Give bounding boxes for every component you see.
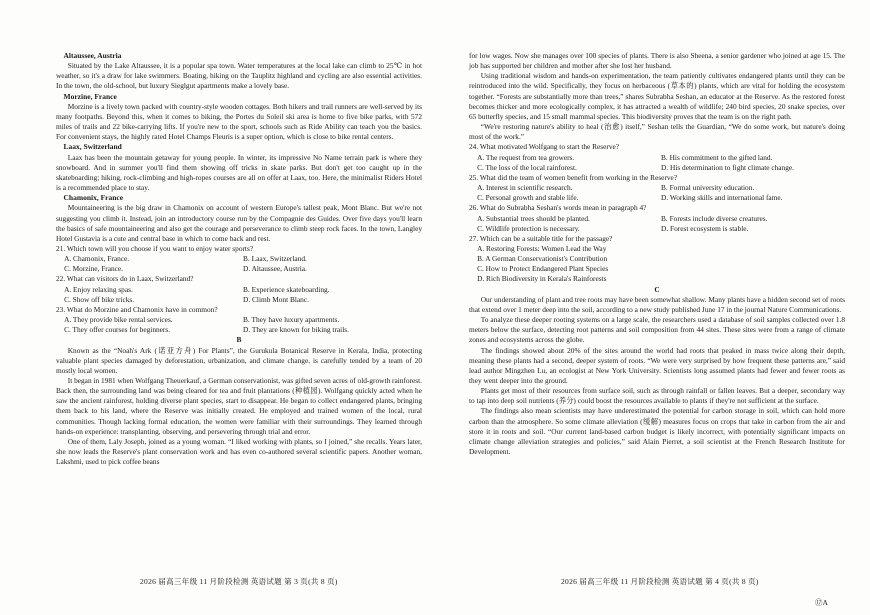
passage-c-paragraph: To analyze these deeper rooting systems on a large scale, the researchers used a database of soil samples collected over 1.8 meters below the surface, detecting root patterns and soil composition from 44 sites. These sites were from a range of climate zones and ecosystems across the globe. bbox=[469, 315, 845, 345]
option-b: B. His commitment to the gifted land. bbox=[661, 152, 773, 162]
question-26 bbox=[469, 203, 845, 233]
passage-b-paragraph: Known as the “Noah's Ark (诺亚方舟) For Plants”, the Gurukula Botanical Reserve in Kerala, India, protecting valuable plant species damaged by deforestation, urbanization, and climate change, is carefully tended by a team of 20 mostly local women. bbox=[56, 345, 422, 375]
answer-options bbox=[56, 254, 422, 274]
section-text: Laax has been the mountain getaway for young people. In winter, its impressive No Name terrain park is where they snowboard. And in summer you'll find them showing off tricks in skate parks. But don't get too caught up in the skateboarding; hiking, rock-climbing and high-ropes courses are all on offer at Laax, too. Here, the minimalist Riders Hotel is a recommended place to stay. bbox=[56, 152, 422, 193]
option-a: A. They provide bike rental services. bbox=[64, 315, 173, 325]
passage-b-paragraph: Using traditional wisdom and hands-on experimentation, the team patiently cultivates endangered plants until they can be reintroduced into the wild. Specifically, they focus on herbaceous (草本的) plants, which are vital for holding the ecosystem together. “Forests are substantially more than trees,” shares Subrabha Seshan, an educator at the Reserve. As the restored forest becomes thicker and more ecologically complex, it has attracted a wealth of wildlife; 240 bird species, 20 snake species, over 65 butterfly species, and 15 small mammal species. This biodiversity proves that the team is on the right path. bbox=[469, 71, 845, 121]
option-a: A. Interest in scientific research. bbox=[477, 183, 573, 193]
section-text: Situated by the Lake Altaussee, it is a popular spa town. Water temperatures at the local lake can climb to 25℃ in hot weather, so it's a draw for lake swimmers. Boating, hiking on the Tauplitz highland and cycling are also essential activities. In the town, the old-school, but luxury Sieglgut apartments make a lovely base. bbox=[56, 61, 422, 91]
page-footer: 2026 届高三年级 11 月阶段检测 英语试题 第 3 页(共 8 页) bbox=[140, 577, 338, 586]
option-a: A. Enjoy relaxing spas. bbox=[64, 284, 133, 294]
question-stem: 23. What do Morzine and Chamonix have in common? bbox=[56, 304, 218, 314]
option-a: A. Restoring Forests: Women Lead the Way bbox=[477, 243, 607, 253]
question-24 bbox=[469, 142, 845, 172]
option-c: C. The loss of the local rainforest. bbox=[477, 162, 577, 172]
section-altaussee bbox=[56, 51, 422, 92]
section-title: Chamonix, France bbox=[63, 193, 124, 203]
page3-column bbox=[56, 51, 422, 467]
question-stem: 22. What can visitors do in Laax, Switzerland? bbox=[56, 274, 194, 284]
passage-b-paragraph: It began in 1981 when Wolfgang Theuerkauf, a German conservationist, was gifted seven acres of old-growth rainforest. Back then, the surrounding land was being cleared for tea and fruit plantations (种植园). Wolfgang quickly acted when he saw the ancient rainforest, holding diverse plant species, start to disappear. He began to collect endangered plants, bringing them back to his land, where the Reserve was initially created. He employed and trained women of the local, rural communities. Though lacking formal education, the women were familiar with their surroundings. They learned through hands-on experience: transplanting, observing, and persevering through trial and error. bbox=[56, 376, 422, 436]
option-b: B. Forests include diverse creatures. bbox=[661, 213, 768, 223]
passage-c-paragraph: The findings also mean scientists may have underestimated the potential for carbon storage in soil, which can hold more carbon than the atmosphere. So some climate alleviation (缓解) measures focus on crops that take in carbon from the air and store it in roots and soil. “Our current land-based carbon budget is likely incorrect, with potentially significant impacts on climate change alleviation strategies and policies,” said Alain Pierret, a soil scientist at the French Research Institute for Development. bbox=[469, 406, 845, 457]
passage-b-paragraph: “We're restoring nature's ability to heal (治愈) itself,” Seshan tells the Guardian, “We do some work, but nature's doing most of the work.” bbox=[469, 122, 845, 142]
question-stem: 25. What did the team of women benefit from working in the Reserve? bbox=[469, 172, 678, 182]
answer-options bbox=[56, 285, 422, 305]
answer-options bbox=[469, 244, 845, 285]
section-morzine bbox=[56, 92, 422, 143]
option-c: C. Personal growth and stable life. bbox=[477, 193, 579, 203]
option-d: D. Rich Biodiversity in Kerala's Rainforests bbox=[477, 274, 607, 284]
question-23 bbox=[56, 305, 422, 335]
section-b-label: B bbox=[236, 335, 242, 345]
question-22 bbox=[56, 274, 422, 304]
answer-options bbox=[469, 183, 845, 203]
question-21 bbox=[56, 244, 422, 274]
option-a: A. The request from tea growers. bbox=[477, 152, 575, 162]
option-b: B. They have luxury apartments. bbox=[243, 315, 340, 325]
option-d: D. They are known for biking trails. bbox=[243, 325, 349, 335]
passage-c-paragraph: Our understanding of plant and tree roots may have been somewhat shallow. Many plants have a hidden second set of roots that extend over 1 meter deep into the soil, according to a new study published June 17 in the journal Nature Communications. bbox=[469, 294, 845, 314]
section-text: Mountaineering is the big draw in Chamonix on account of western Europe's tallest peak, Mont Blanc. But we're not suggesting you climb it. Instead, join an introductory course run by the Compagnie des Guides. Over five days you'll learn the basics of safe mountaineering and also get the courage and perseverance to climb steep rock faces. In the town, Langley Hotel Gustavia is a cute and central base in which to come back and rest. bbox=[56, 203, 422, 243]
option-a: A. Chamonix, France. bbox=[64, 254, 130, 264]
section-title: Morzine, France bbox=[63, 91, 117, 101]
page4-column bbox=[469, 51, 845, 457]
question-stem: 24. What motivated Wolfgang to start the Reserve? bbox=[469, 142, 620, 152]
page-footer: 2026 届高三年级 11 月阶段检测 英语试题 第 4 页(共 8 页) bbox=[561, 577, 759, 586]
option-b: B. Experience skateboarding. bbox=[243, 284, 330, 294]
option-c: C. They offer courses for beginners. bbox=[64, 325, 171, 335]
exam-page-4 bbox=[435, 0, 870, 615]
option-b: B. Formal university education. bbox=[661, 183, 755, 193]
question-stem: 27. Which can be a suitable title for the passage? bbox=[469, 233, 613, 243]
passage-b-paragraph: One of them, Laly Joseph, joined as a young woman. “I liked working with plants, so I joined,” she recalls. Years later, she now leads the Reserve's plant conservation work and has even co-authored several scientific papers. Another woman, Lakshmi, used to pick coffee beans bbox=[56, 436, 422, 467]
question-stem: 26. What do Subrabha Seshan's words mean in paragraph 4? bbox=[469, 203, 647, 213]
option-d: D. His determination to fight climate change. bbox=[661, 162, 794, 172]
option-d: D. Climb Mont Blanc. bbox=[243, 294, 309, 304]
section-title: Laax, Switzerland bbox=[63, 142, 122, 152]
exam-version-mark: ⑰A bbox=[815, 598, 828, 607]
option-c: C. Morzine, France. bbox=[64, 264, 124, 274]
passage-b-paragraph: for low wages. Now she manages over 100 species of plants. There is also Sheena, a senior gardener who joined at age 15. The job has supported her children and mother after she lost her husband. bbox=[469, 51, 845, 71]
option-b: B. Laax, Switzerland. bbox=[243, 254, 307, 264]
option-c: C. Wildlife protection is necessary. bbox=[477, 223, 580, 233]
option-b: B. A German Conservationist's Contribution bbox=[477, 254, 608, 264]
section-laax bbox=[56, 142, 422, 193]
question-27 bbox=[469, 234, 845, 285]
option-c: C. How to Protect Endangered Plant Species bbox=[477, 264, 609, 274]
section-c-label: C bbox=[654, 284, 660, 294]
option-d: D. Working skills and international fame. bbox=[661, 193, 783, 203]
passage-c-paragraph: Plants get most of their resources from surface soil, such as through rainfall or fallen leaves. But a deeper, secondary way to tap into deep soil nutrients (养分) could boost the resources available to plants if they're not sufficient at the surface. bbox=[469, 386, 845, 406]
option-a: A. Substantial trees should be planted. bbox=[477, 213, 590, 223]
section-title: Altaussee, Austria bbox=[63, 51, 122, 60]
question-stem: 21. Which town will you choose if you want to enjoy water sports? bbox=[56, 243, 254, 253]
answer-options bbox=[56, 315, 422, 335]
passage-c-paragraph: The findings showed about 20% of the sites around the world had roots that peaked in mass twice along their depth, meaning these plants had a second, deeper system of roots. “We were very surprised by how frequent these patterns are,” said lead author Mingzhen Lu, an ecologist at New York University. Scientists long assumed plants had fewer and fewer roots as they went deeper into the ground. bbox=[469, 345, 845, 385]
option-d: D. Altaussee, Austria. bbox=[243, 264, 307, 274]
answer-options bbox=[469, 214, 845, 234]
section-text: Morzine is a lively town packed with country-style wooden cottages. Both hikers and trail runners are well-served by its many footpaths. Beyond this, when it comes to biking, the Portes du Soleil ski area is home to five bike parks, with 572 miles of trails and 22 bike-carrying lifts. If you're new to the sport, schools such as Ride Ability can teach you the basics. For convenient stays, the highly rated Hotel Champs Fleuris is a super option, which is close to bike rental centers. bbox=[56, 101, 422, 142]
option-c: C. Show off bike tricks. bbox=[64, 294, 135, 304]
answer-options bbox=[469, 153, 845, 173]
option-d: D. Forest ecosystem is stable. bbox=[661, 223, 749, 233]
section-chamonix bbox=[56, 193, 422, 244]
question-25 bbox=[469, 173, 845, 203]
